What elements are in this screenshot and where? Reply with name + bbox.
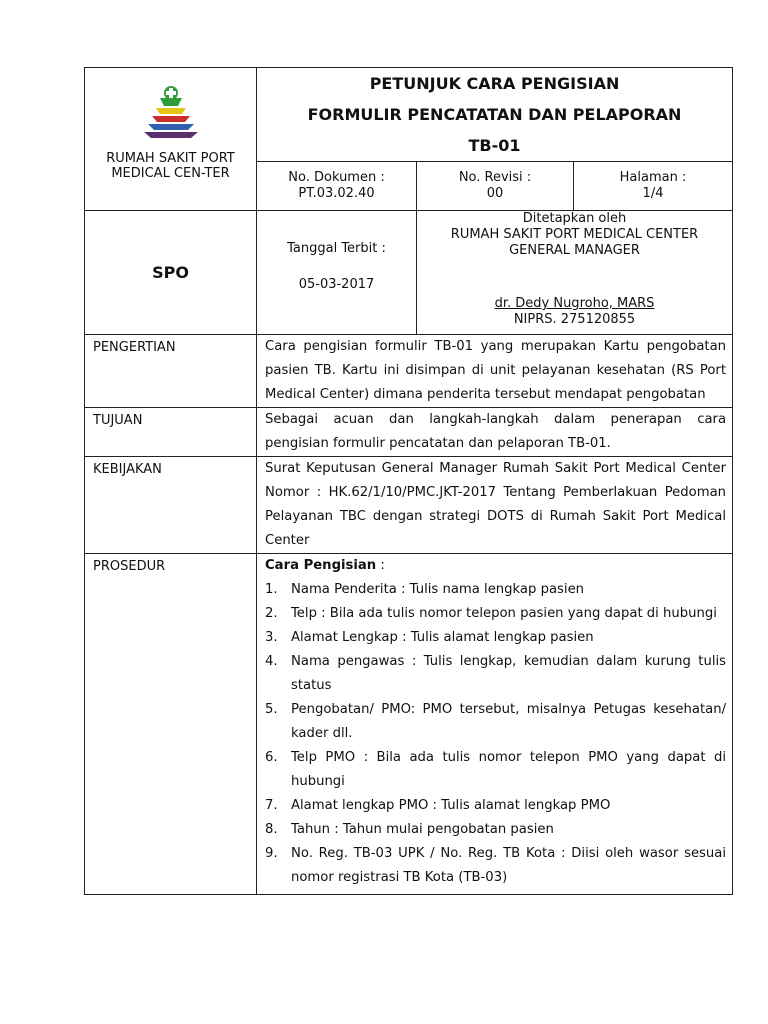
prosedur-content (257, 554, 733, 895)
approval-heading: Ditetapkan oleh (522, 211, 627, 226)
tujuan-text: Sebagai acuan dan langkah-langkah dalam penerapan cara pengisian formulir pencatatan dan pelaporan TB-01. (265, 412, 727, 451)
document-number-value: PT.03.02.40 (298, 186, 375, 201)
hospital-logo-cell (85, 68, 257, 211)
prosedur-subhead-colon: : (376, 558, 385, 573)
approval-role: GENERAL MANAGER (509, 243, 640, 258)
prosedur-subhead (265, 554, 726, 578)
title-line-1: PETUNJUK CARA PENGISIAN (369, 74, 620, 93)
procedure-step: 8. Tahun : Tahun mulai pengobatan pasien (265, 822, 554, 837)
procedure-step: 9. No. Reg. TB-03 UPK / No. Reg. TB Kota : Diisi oleh wasor sesuai nomor registrasi TB Kota (TB-03) (265, 846, 727, 885)
page-cell (574, 162, 733, 211)
tujuan-label: TUJUAN (85, 408, 257, 457)
signer-id: NIPRS. 275120855 (513, 312, 636, 327)
revision-label: No. Revisi : (458, 170, 532, 185)
pengertian-text: Cara pengisian formulir TB-01 yang merupakan Kartu pengobatan pasien TB. Kartu ini disimpan di unit pelayanan kesehatan (RS Port Medical Center) dimana penderita tersebut mendapat pengobatan (265, 339, 727, 402)
procedure-step: 3. Alamat Lengkap : Tulis alamat lengkap pasien (265, 630, 594, 645)
revision-value: 00 (486, 186, 504, 201)
issue-date-label: Tanggal Terbit : (287, 241, 386, 256)
procedure-step: 2. Telp : Bila ada tulis nomor telepon pasien yang dapat di hubungi (265, 606, 717, 621)
page-label: Halaman : (619, 170, 687, 185)
sop-document (84, 67, 732, 895)
procedure-step: 7. Alamat lengkap PMO : Tulis alamat lengkap PMO (265, 798, 611, 813)
kebijakan-label: KEBIJAKAN (85, 457, 257, 554)
spo-label: SPO (85, 211, 257, 335)
pengertian-content (257, 335, 733, 408)
revision-cell (417, 162, 574, 211)
issue-date-value: 05-03-2017 (298, 277, 375, 292)
document-title (257, 68, 733, 162)
hospital-logo-icon (138, 84, 204, 140)
issue-date-cell (257, 211, 417, 335)
prosedur-label: PROSEDUR (85, 554, 257, 895)
approval-cell (417, 211, 733, 335)
title-line-2: FORMULIR PENCATATAN DAN PELAPORAN (307, 105, 682, 124)
procedure-step: 5. Pengobatan/ PMO: PMO tersebut, misalnya Petugas kesehatan/ kader dll. (265, 702, 727, 741)
procedure-step: 6. Telp PMO : Bila ada tulis nomor telepon PMO yang dapat di hubungi (265, 750, 727, 789)
document-number-cell (257, 162, 417, 211)
pengertian-label: PENGERTIAN (85, 335, 257, 408)
procedure-step: 4. Nama pengawas : Tulis lengkap, kemudian dalam kurung tulis status (265, 654, 727, 693)
tujuan-content (257, 408, 733, 457)
signer-name: dr. Dedy Nugroho, MARS (494, 296, 655, 311)
title-line-3: TB-01 (468, 136, 521, 155)
approval-organization: RUMAH SAKIT PORT MEDICAL CENTER (450, 227, 699, 242)
procedure-step: 1. Nama Penderita : Tulis nama lengkap pasien (265, 582, 585, 597)
prosedur-subhead-text: Cara Pengisian (265, 558, 377, 573)
document-number-label: No. Dokumen : (288, 170, 385, 185)
procedure-steps (265, 578, 726, 890)
page-value: 1/4 (642, 186, 664, 201)
sop-table (84, 67, 733, 895)
hospital-name: RUMAH SAKIT PORT MEDICAL CEN-TER (106, 151, 235, 181)
kebijakan-text: Surat Keputusan General Manager Rumah Sakit Port Medical Center Nomor : HK.62/1/10/PMC.JKT-2017 Tentang Pemberlakuan Pedoman Pelayanan TBC dengan strategi DOTS di Rumah Sakit Port Medical Center (265, 461, 727, 548)
kebijakan-content (257, 457, 733, 554)
